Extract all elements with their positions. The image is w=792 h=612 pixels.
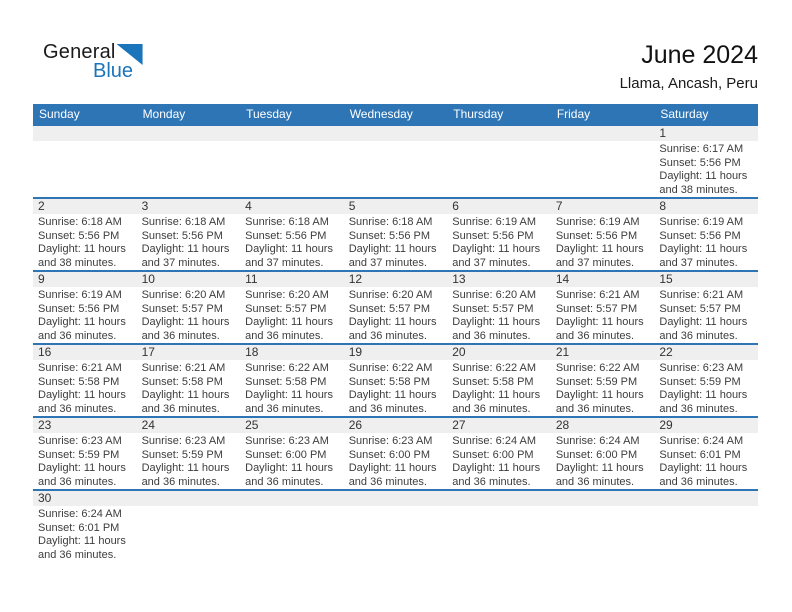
daylight-text: Daylight: 11 hours and 36 minutes. — [38, 316, 126, 342]
daylight-text: Daylight: 11 hours and 36 minutes. — [348, 316, 437, 342]
daylight-text: Daylight: 11 hours and 36 minutes. — [348, 462, 437, 488]
sunrise-text: Sunrise: 6:21 AM — [659, 289, 744, 301]
daylight-text: Daylight: 11 hours and 36 minutes. — [141, 389, 230, 415]
day-number-15: 15 — [659, 272, 673, 286]
day-cell-8 — [654, 214, 758, 270]
day-cell-empty — [137, 141, 241, 197]
daylight-text: Daylight: 11 hours and 36 minutes. — [452, 389, 541, 415]
day-number-9: 9 — [38, 272, 45, 286]
sunrise-text: Sunrise: 6:20 AM — [245, 289, 329, 301]
daylight-text: Daylight: 11 hours and 36 minutes. — [659, 389, 748, 415]
day-number-20: 20 — [452, 345, 466, 359]
day-number-10: 10 — [141, 272, 155, 286]
day-cell-empty — [344, 141, 448, 197]
day-cell-1 — [654, 141, 758, 197]
calendar-grid — [33, 124, 758, 562]
logo-text-blue: Blue — [93, 60, 134, 82]
day-number-5: 5 — [348, 199, 356, 213]
day-cell-empty — [654, 506, 758, 562]
daylight-text: Daylight: 11 hours and 36 minutes. — [245, 389, 333, 415]
day-cell-24 — [137, 433, 241, 489]
week-row-3 — [33, 270, 758, 343]
sunset-text: Sunset: 5:57 PM — [452, 302, 534, 315]
day-cell-empty — [447, 141, 551, 197]
week-row-1 — [33, 124, 758, 197]
day-number-empty — [137, 491, 241, 506]
sunset-text: Sunset: 5:58 PM — [452, 375, 534, 388]
daylight-text: Daylight: 11 hours and 36 minutes. — [659, 462, 748, 488]
sunset-text: Sunset: 6:00 PM — [245, 448, 327, 461]
weekday-header-row — [33, 104, 758, 124]
day-cell-empty — [551, 141, 655, 197]
sunrise-text: Sunrise: 6:18 AM — [38, 216, 122, 228]
day-number-22: 22 — [659, 345, 673, 359]
sunset-text: Sunset: 5:58 PM — [141, 375, 223, 388]
sunset-text: Sunset: 5:58 PM — [245, 375, 327, 388]
sunset-text: Sunset: 5:59 PM — [555, 375, 638, 388]
sunrise-text: Sunrise: 6:24 AM — [659, 435, 744, 447]
sunset-text: Sunset: 6:00 PM — [348, 448, 431, 461]
sunrise-text: Sunrise: 6:24 AM — [452, 435, 537, 447]
sunrise-text: Sunrise: 6:23 AM — [38, 435, 122, 447]
sunset-text: Sunset: 6:01 PM — [659, 448, 741, 461]
day-cell-15 — [654, 287, 758, 343]
sunset-text: Sunset: 5:59 PM — [141, 448, 223, 461]
day-number-empty — [654, 491, 758, 506]
day-number-empty — [240, 491, 344, 506]
day-number-12: 12 — [348, 272, 363, 286]
day-cell-empty — [137, 506, 241, 562]
day-cell-26 — [344, 433, 448, 489]
sunrise-text: Sunrise: 6:18 AM — [348, 216, 433, 228]
sunrise-text: Sunrise: 6:23 AM — [659, 362, 744, 374]
day-cell-30 — [33, 506, 137, 562]
weekday-header-monday: Monday — [142, 107, 186, 121]
day-details-strip — [33, 506, 758, 562]
sunrise-text: Sunrise: 6:21 AM — [38, 362, 122, 374]
day-cell-12 — [344, 287, 448, 343]
day-number-empty — [344, 491, 448, 506]
sunset-text: Sunset: 5:57 PM — [555, 302, 638, 315]
sunset-text: Sunset: 5:56 PM — [659, 229, 741, 242]
sunset-text: Sunset: 5:59 PM — [38, 448, 120, 461]
weekday-header-friday: Friday — [556, 107, 591, 121]
sunset-text: Sunset: 5:58 PM — [38, 375, 120, 388]
day-number-empty — [33, 126, 137, 141]
sunrise-text: Sunrise: 6:21 AM — [555, 289, 640, 301]
day-number-empty — [240, 126, 344, 141]
sunrise-text: Sunrise: 6:24 AM — [555, 435, 640, 447]
day-cell-empty — [240, 506, 344, 562]
day-number-empty — [447, 491, 551, 506]
sunrise-text: Sunrise: 6:18 AM — [141, 216, 226, 228]
sunset-text: Sunset: 5:57 PM — [141, 302, 223, 315]
day-number-21: 21 — [555, 345, 570, 359]
day-cell-empty — [344, 506, 448, 562]
day-number-19: 19 — [348, 345, 363, 359]
daylight-text: Daylight: 11 hours and 38 minutes. — [38, 243, 126, 269]
day-number-strip — [33, 418, 758, 433]
daylight-text: Daylight: 11 hours and 37 minutes. — [659, 243, 748, 269]
day-number-strip — [33, 126, 758, 141]
page-header — [33, 0, 758, 92]
day-cell-4 — [240, 214, 344, 270]
sunrise-text: Sunrise: 6:21 AM — [141, 362, 226, 374]
day-number-empty — [551, 491, 655, 506]
sunrise-text: Sunrise: 6:22 AM — [555, 362, 640, 374]
weekday-header-saturday: Saturday — [660, 107, 709, 121]
day-cell-27 — [447, 433, 551, 489]
day-number-24: 24 — [141, 418, 155, 432]
day-number-23: 23 — [38, 418, 52, 432]
sunrise-text: Sunrise: 6:20 AM — [348, 289, 433, 301]
day-number-empty — [447, 126, 551, 141]
day-cell-23 — [33, 433, 137, 489]
sunset-text: Sunset: 5:56 PM — [659, 156, 741, 169]
day-number-strip — [33, 491, 758, 506]
daylight-text: Daylight: 11 hours and 36 minutes. — [245, 462, 333, 488]
sunrise-text: Sunrise: 6:20 AM — [452, 289, 537, 301]
day-details-strip — [33, 360, 758, 416]
sunrise-text: Sunrise: 6:23 AM — [141, 435, 226, 447]
daylight-text: Daylight: 11 hours and 36 minutes. — [555, 462, 644, 488]
day-cell-29 — [654, 433, 758, 489]
day-number-2: 2 — [38, 199, 45, 213]
day-details-strip — [33, 214, 758, 270]
week-row-4 — [33, 343, 758, 416]
day-number-18: 18 — [245, 345, 259, 359]
day-cell-22 — [654, 360, 758, 416]
day-cell-empty — [240, 141, 344, 197]
day-cell-16 — [33, 360, 137, 416]
day-cell-empty — [447, 506, 551, 562]
day-cell-11 — [240, 287, 344, 343]
daylight-text: Daylight: 11 hours and 36 minutes. — [141, 316, 230, 342]
daylight-text: Daylight: 11 hours and 36 minutes. — [555, 316, 644, 342]
sunrise-text: Sunrise: 6:22 AM — [245, 362, 329, 374]
daylight-text: Daylight: 11 hours and 36 minutes. — [348, 389, 437, 415]
sunset-text: Sunset: 5:59 PM — [659, 375, 741, 388]
sunrise-text: Sunrise: 6:17 AM — [659, 143, 744, 155]
day-cell-14 — [551, 287, 655, 343]
day-number-27: 27 — [452, 418, 466, 432]
day-number-13: 13 — [452, 272, 466, 286]
sunrise-text: Sunrise: 6:19 AM — [452, 216, 537, 228]
daylight-text: Daylight: 11 hours and 36 minutes. — [245, 316, 333, 342]
day-cell-25 — [240, 433, 344, 489]
week-row-5 — [33, 416, 758, 489]
sunset-text: Sunset: 6:00 PM — [452, 448, 534, 461]
day-details-strip — [33, 433, 758, 489]
sunset-text: Sunset: 5:57 PM — [245, 302, 327, 315]
daylight-text: Daylight: 11 hours and 36 minutes. — [659, 316, 748, 342]
day-cell-2 — [33, 214, 137, 270]
weekday-header-thursday: Thursday — [453, 107, 504, 121]
day-number-28: 28 — [555, 418, 570, 432]
sunrise-text: Sunrise: 6:18 AM — [245, 216, 329, 228]
sunrise-text: Sunrise: 6:23 AM — [245, 435, 329, 447]
general-blue-logo — [43, 42, 143, 81]
sunset-text: Sunset: 5:58 PM — [348, 375, 431, 388]
day-number-7: 7 — [555, 199, 563, 213]
sunset-text: Sunset: 6:01 PM — [38, 521, 120, 534]
sunrise-text: Sunrise: 6:19 AM — [659, 216, 744, 228]
day-number-26: 26 — [348, 418, 363, 432]
day-cell-28 — [551, 433, 655, 489]
sunset-text: Sunset: 5:56 PM — [141, 229, 223, 242]
sunset-text: Sunset: 5:57 PM — [659, 302, 741, 315]
sunrise-text: Sunrise: 6:20 AM — [141, 289, 226, 301]
day-number-6: 6 — [452, 199, 459, 213]
daylight-text: Daylight: 11 hours and 37 minutes. — [452, 243, 541, 269]
sunrise-text: Sunrise: 6:19 AM — [555, 216, 640, 228]
sunrise-text: Sunrise: 6:19 AM — [38, 289, 122, 301]
day-number-strip — [33, 199, 758, 214]
day-cell-empty — [33, 141, 137, 197]
day-number-8: 8 — [659, 199, 667, 213]
day-number-25: 25 — [245, 418, 259, 432]
daylight-text: Daylight: 11 hours and 37 minutes. — [141, 243, 230, 269]
daylight-text: Daylight: 11 hours and 36 minutes. — [141, 462, 230, 488]
daylight-text: Daylight: 11 hours and 36 minutes. — [452, 316, 541, 342]
day-cell-5 — [344, 214, 448, 270]
day-cell-3 — [137, 214, 241, 270]
daylight-text: Daylight: 11 hours and 37 minutes. — [555, 243, 644, 269]
day-number-strip — [33, 345, 758, 360]
sunset-text: Sunset: 5:56 PM — [348, 229, 431, 242]
logo-text-general-label: General — [43, 41, 116, 63]
day-number-3: 3 — [141, 199, 149, 213]
day-cell-21 — [551, 360, 655, 416]
day-number-29: 29 — [659, 418, 673, 432]
day-cell-17 — [137, 360, 241, 416]
title-block — [620, 42, 758, 92]
location-subtitle: Llama, Ancash, Peru — [619, 75, 758, 93]
sunrise-text: Sunrise: 6:23 AM — [348, 435, 433, 447]
weekday-header-wednesday: Wednesday — [349, 107, 413, 121]
day-cell-9 — [33, 287, 137, 343]
sunset-text: Sunset: 5:56 PM — [452, 229, 534, 242]
daylight-text: Daylight: 11 hours and 36 minutes. — [38, 535, 126, 561]
sunset-text: Sunset: 5:56 PM — [555, 229, 638, 242]
daylight-text: Daylight: 11 hours and 36 minutes. — [555, 389, 644, 415]
day-cell-19 — [344, 360, 448, 416]
sunset-text: Sunset: 5:56 PM — [245, 229, 327, 242]
day-details-strip — [33, 141, 758, 197]
sunset-text: Sunset: 6:00 PM — [555, 448, 638, 461]
sunrise-text: Sunrise: 6:22 AM — [348, 362, 433, 374]
daylight-text: Daylight: 11 hours and 37 minutes. — [245, 243, 333, 269]
day-cell-empty — [551, 506, 655, 562]
day-cell-10 — [137, 287, 241, 343]
day-number-11: 11 — [245, 272, 258, 286]
daylight-text: Daylight: 11 hours and 36 minutes. — [38, 462, 126, 488]
day-number-17: 17 — [141, 345, 155, 359]
day-number-14: 14 — [555, 272, 570, 286]
day-number-empty — [137, 126, 241, 141]
sunrise-text: Sunrise: 6:22 AM — [452, 362, 537, 374]
day-number-strip — [33, 272, 758, 287]
week-row-6 — [33, 489, 758, 562]
day-number-30: 30 — [38, 491, 52, 505]
sunset-text: Sunset: 5:56 PM — [38, 229, 120, 242]
day-number-1: 1 — [659, 126, 667, 140]
day-details-strip — [33, 287, 758, 343]
day-number-16: 16 — [38, 345, 52, 359]
sunset-text: Sunset: 5:57 PM — [348, 302, 431, 315]
day-number-4: 4 — [245, 199, 252, 213]
weekday-header-tuesday: Tuesday — [246, 107, 292, 121]
daylight-text: Daylight: 11 hours and 36 minutes. — [38, 389, 126, 415]
day-number-empty — [551, 126, 655, 141]
day-cell-7 — [551, 214, 655, 270]
sunset-text: Sunset: 5:56 PM — [38, 302, 120, 315]
week-row-2 — [33, 197, 758, 270]
day-cell-13 — [447, 287, 551, 343]
day-cell-20 — [447, 360, 551, 416]
month-title: June 2024 — [641, 41, 758, 69]
day-number-empty — [344, 126, 448, 141]
daylight-text: Daylight: 11 hours and 37 minutes. — [348, 243, 437, 269]
sunrise-text: Sunrise: 6:24 AM — [38, 508, 122, 520]
daylight-text: Daylight: 11 hours and 36 minutes. — [452, 462, 541, 488]
day-cell-6 — [447, 214, 551, 270]
weekday-header-sunday: Sunday — [39, 107, 80, 121]
daylight-text: Daylight: 11 hours and 38 minutes. — [659, 170, 748, 196]
day-cell-18 — [240, 360, 344, 416]
